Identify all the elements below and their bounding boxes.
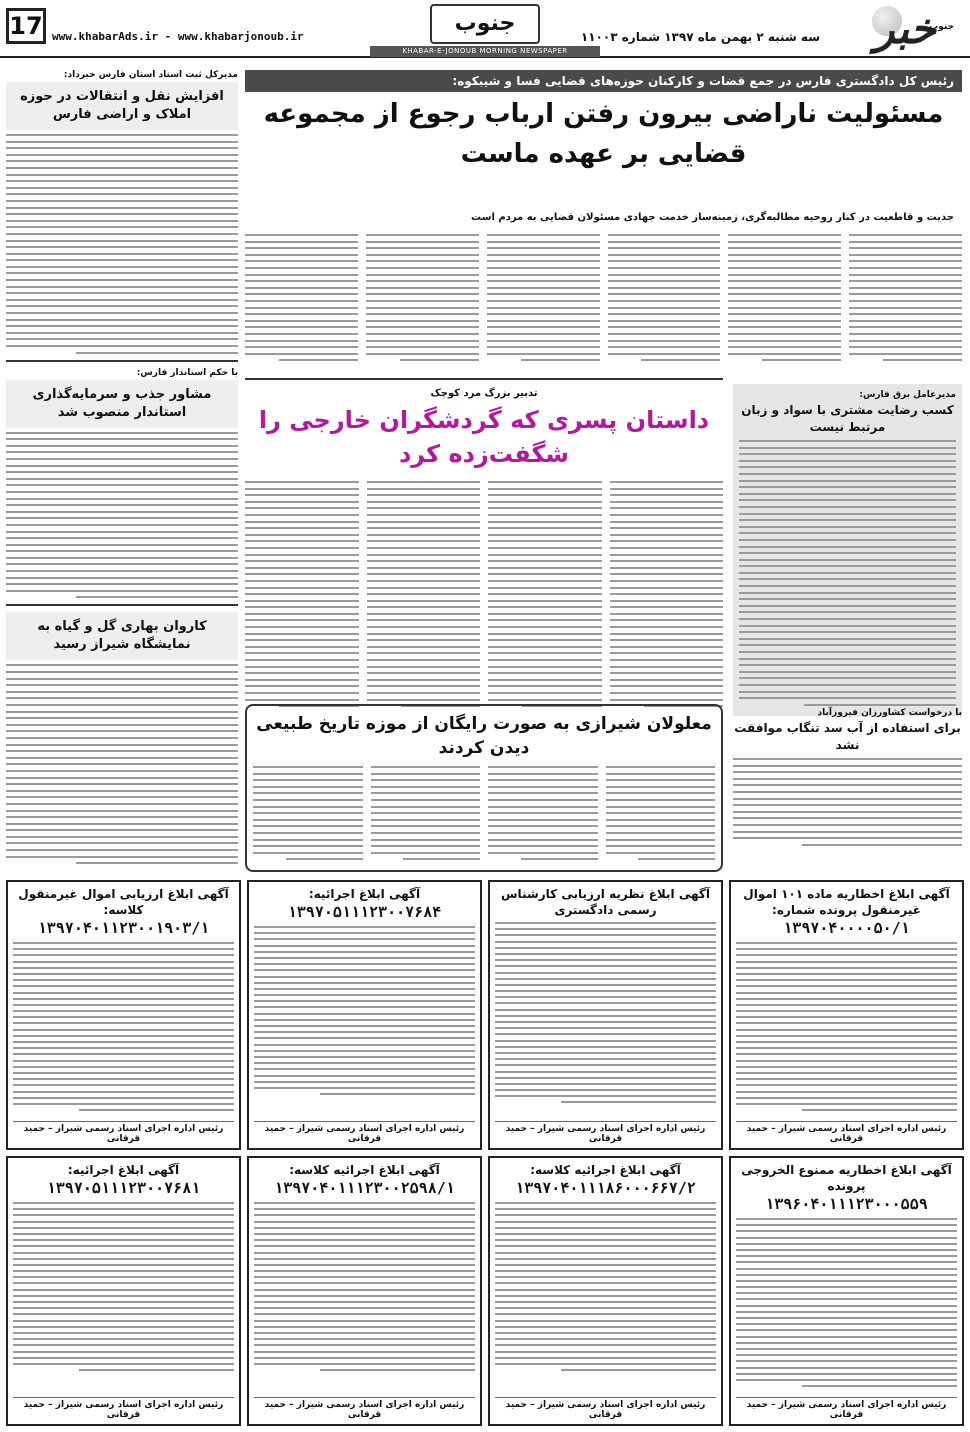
- ad-signature: رئیس اداره اجرای اسناد رسمی شیراز – حمید قرقانی: [736, 1397, 957, 1420]
- masthead: [0, 0, 970, 58]
- text-column: [849, 234, 962, 366]
- sidebar-headline: کاروان بهاری گل و گیاه به نمایشگاه شیراز رسید: [6, 612, 238, 660]
- ad-title: آگهی ابلاغ اجرائیه کلاسه:: [289, 1163, 440, 1177]
- text-column: [371, 766, 481, 865]
- story-kicker: تدبیر بزرگ مرد کوچک: [430, 388, 538, 399]
- ad-case-number: ۱۳۹۷۰۵۱۱۱۲۳۰۰۷۶۸۱: [46, 1179, 201, 1197]
- legal-ad: [247, 1156, 482, 1426]
- ad-case-number: ۱۳۹۷۰۴۰۱۱۱۸۶۰۰۰۶۶۷/۲: [515, 1179, 696, 1197]
- lead-body: [245, 234, 962, 366]
- logo-text: خبر: [874, 4, 936, 53]
- site-urls[interactable]: www.khabarAds.ir - www.khabarjonoub.ir: [52, 30, 304, 43]
- article-kicker: مدیرعامل برق فارس:: [859, 390, 956, 400]
- ad-text: [13, 1202, 234, 1371]
- legal-ad: [488, 880, 723, 1150]
- legal-ad: [729, 1156, 964, 1426]
- ad-title: آگهی ابلاغ ارزیابی اموال غیرمنقول کلاسه:: [18, 887, 229, 917]
- dam-article: [733, 708, 962, 850]
- sidebar-text: [6, 432, 238, 599]
- legal-ad: [247, 880, 482, 1150]
- legal-ad: [6, 1156, 241, 1426]
- ad-case-number: ۱۳۹۷۰۴۰۱۱۱۲۳۰۰۲۵۹۸/۱: [274, 1179, 455, 1197]
- sidebar-headline: افزایش نقل و انتقالات در حوزه املاک و اراضی فارس: [6, 82, 238, 130]
- ad-title: آگهی ابلاغ اخطاریه ماده ۱۰۱ اموال غیرمنقول پرونده شماره:: [743, 887, 950, 917]
- ad-signature: رئیس اداره اجرای اسناد رسمی شیراز – حمید قرقانی: [495, 1397, 716, 1420]
- sidebar-kicker: مدیرکل ثبت اسناد استان فارس خبرداد:: [63, 70, 238, 80]
- ad-signature: رئیس اداره اجرای اسناد رسمی شیراز – حمید قرقانی: [254, 1397, 475, 1420]
- text-column: [253, 766, 363, 865]
- newspaper-logo: [827, 2, 962, 54]
- text-column: [245, 481, 359, 712]
- text-column: [366, 234, 479, 366]
- article-text: [739, 440, 956, 706]
- ad-text: [13, 942, 234, 1111]
- lead-kicker: رئیس کل دادگستری فارس در جمع قضات و کارکنان حوزه‌های قضایی فسا و شیبکوه:: [245, 70, 962, 92]
- legal-ad: [6, 880, 241, 1150]
- article-kicker: با درخواست کشاورزان فیروزآباد: [817, 708, 962, 718]
- ad-signature: رئیس اداره اجرای اسناد رسمی شیراز – حمید قرقانی: [13, 1397, 234, 1420]
- ad-case-number: ۱۳۹۷۰۴۰۱۱۲۳۰۰۱۹۰۳/۱: [37, 919, 210, 937]
- text-column: [488, 766, 598, 865]
- museum-headline: معلولان شیرازی به صورت رایگان از موزه تاریخ طبیعی دیدن کردند: [256, 714, 712, 758]
- sidebar-news: [6, 70, 238, 869]
- text-column: [488, 481, 602, 712]
- ad-case-number: ۱۳۹۷۰۴۰۰۰۰۵۰/۱: [783, 919, 910, 937]
- museum-body: [253, 766, 715, 865]
- text-column: [245, 234, 358, 366]
- ad-text: [254, 926, 475, 1095]
- text-column: [728, 234, 841, 366]
- sidebar-headline: مشاور جذب و سرمایه‌گذاری استاندار منصوب شد: [6, 380, 238, 428]
- legal-ads-row: [6, 1156, 964, 1426]
- power-company-article: [733, 384, 962, 716]
- ad-case-number: ۱۳۹۶۰۴۰۱۱۱۲۳۰۰۰۵۵۹: [765, 1195, 928, 1213]
- ad-title: آگهی ابلاغ اخطاریه ممنوع الخروجی پرونده: [741, 1163, 952, 1193]
- divider: [6, 604, 238, 606]
- ad-text: [254, 1202, 475, 1371]
- story-headline: داستان پسری که گردشگران خارجی را شگفت‌زده کرد: [258, 406, 710, 468]
- ad-title: آگهی ابلاغ نظریه ارزیابی کارشناس رسمی دادگستری: [501, 887, 710, 917]
- lead-article: [245, 70, 962, 370]
- legal-ad: [729, 880, 964, 1150]
- ad-text: [495, 1202, 716, 1371]
- ad-signature: رئیس اداره اجرای اسناد رسمی شیراز – حمید قرقانی: [736, 1121, 957, 1144]
- legal-ads-row: [6, 880, 964, 1150]
- article-text: [733, 758, 962, 846]
- logo-sub: جنوب: [929, 22, 954, 32]
- issue-date: سه شنبه ۲ بهمن ماه ۱۳۹۷ شماره ۱۱۰۰۳: [580, 30, 820, 44]
- ad-title: آگهی ابلاغ اجرائیه کلاسه:: [530, 1163, 681, 1177]
- museum-article: [245, 704, 723, 872]
- article-headline: کسب رضایت مشتری با سواد و زبان مرتبط نیست: [741, 403, 954, 434]
- ad-text: [736, 942, 957, 1111]
- ad-title: آگهی ابلاغ اجرائیه:: [308, 887, 421, 901]
- text-column: [608, 234, 721, 366]
- text-column: [606, 766, 716, 865]
- divider: [6, 360, 238, 362]
- lead-subheadline: جدیت و قاطعیت در کنار روحیه مطالبه‌گری، زمینه‌ساز خدمت جهادی مسئولان قضایی به مردم است: [471, 212, 954, 223]
- ad-text: [736, 1218, 957, 1387]
- section-name: جنوب: [430, 4, 540, 44]
- story-article: [245, 378, 723, 696]
- article-box: [733, 384, 962, 716]
- text-column: [367, 481, 481, 712]
- lead-headline: مسئولیت ناراضی بیرون رفتن ارباب رجوع از مجموعه قضایی بر عهده ماست: [263, 99, 944, 169]
- ad-text: [495, 922, 716, 1103]
- text-column: [610, 481, 724, 712]
- tagline: KHABAR-E-JONOUB MORNING NEWSPAPER: [370, 46, 600, 57]
- sidebar-text: [6, 134, 238, 354]
- article-headline: برای استفاده از آب سد تنگاب موافقت نشد: [734, 721, 961, 752]
- ad-signature: رئیس اداره اجرای اسناد رسمی شیراز – حمید قرقانی: [254, 1121, 475, 1144]
- ad-case-number: ۱۳۹۷۰۵۱۱۱۲۳۰۰۷۶۸۴: [287, 903, 442, 921]
- ad-signature: رئیس اداره اجرای اسناد رسمی شیراز – حمید قرقانی: [495, 1121, 716, 1144]
- ad-title: آگهی ابلاغ اجرائیه:: [67, 1163, 180, 1177]
- text-column: [487, 234, 600, 366]
- sidebar-text: [6, 664, 238, 864]
- story-body: [245, 481, 723, 712]
- page-number: 17: [6, 8, 46, 44]
- sidebar-kicker: با حکم استاندار فارس:: [136, 367, 238, 378]
- legal-ad: [488, 1156, 723, 1426]
- ad-signature: رئیس اداره اجرای اسناد رسمی شیراز – حمید قرقانی: [13, 1121, 234, 1144]
